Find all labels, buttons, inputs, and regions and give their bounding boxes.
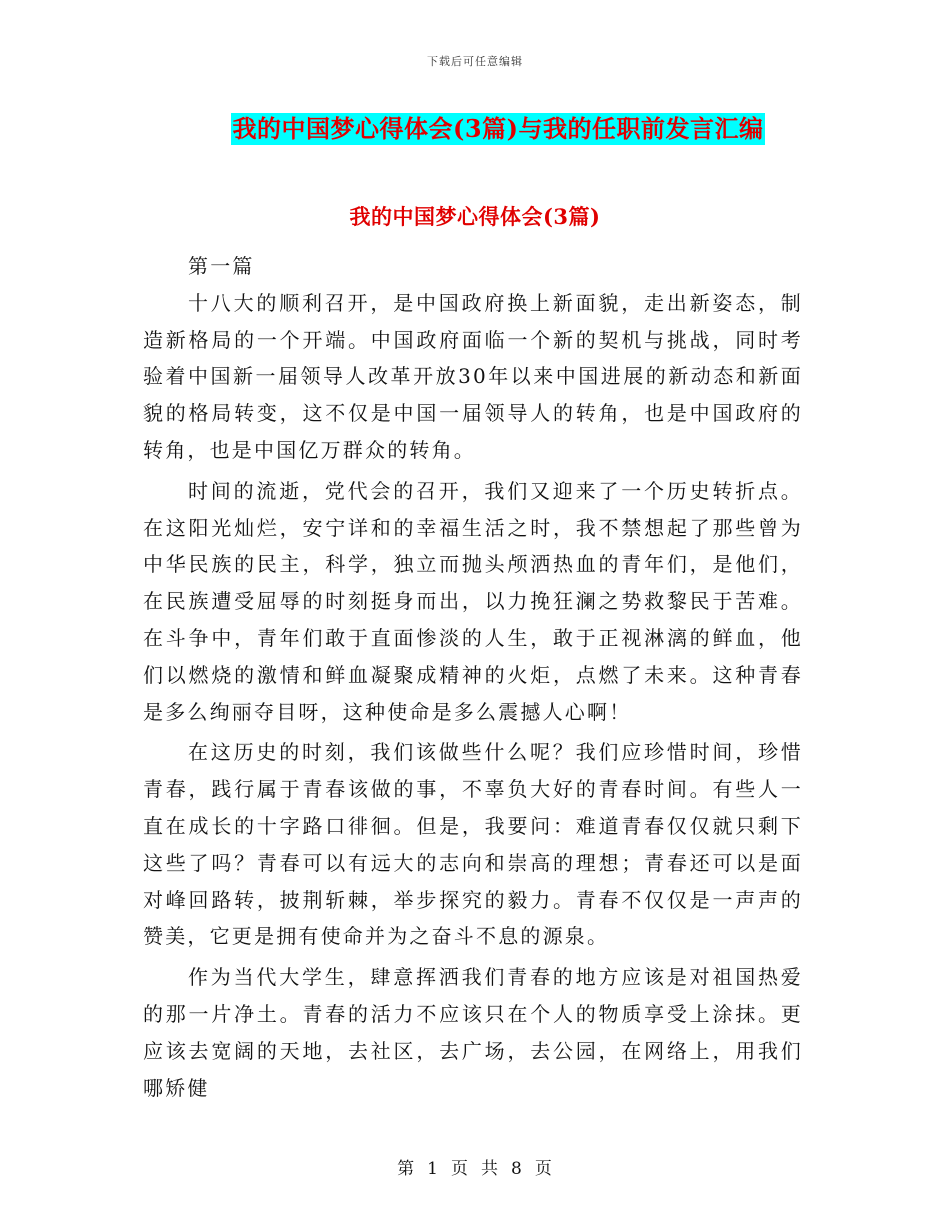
document-body: [143, 248, 803, 1106]
paragraph-3: 在这历史的时刻，我们该做些什么呢？我们应珍惜时间，珍惜青春，践行属于青春该做的事，不辜负大好的青春时间。有些人一直在成长的十字路口徘徊。但是，我要问：难道青春仅仅就只剩下这些了吗？青春可以有远大的志向和崇高的理想；青春还可以是面对峰回路转，披荆斩棘，举步探究的毅力。青春不仅仅是一声声的赞美，它更是拥有使命并为之奋斗不息的源泉。: [143, 740, 803, 949]
sub-title: 我的中国梦心得体会(3篇): [349, 204, 601, 229]
footer-ye2: 页: [534, 1159, 553, 1179]
footer-ye: 页: [451, 1159, 469, 1179]
footer-total-pages: 8: [511, 1159, 523, 1179]
paragraph-2: 时间的流逝，党代会的召开，我们又迎来了一个历史转折点。在这阳光灿烂，安宁详和的幸福生活之时，我不禁想起了那些曾为中华民族的民主，科学，独立而抛头颅洒热血的青年们，是他们，在民族遭受屈辱的时刻挺身而出，以力挽狂澜之势救黎民于苦难。在斗争中，青年们敢于直面惨淡的人生，敢于正视淋漓的鲜血，他们以燃烧的激情和鲜血凝聚成精神的火炬，点燃了未来。这种青春是多么绚丽夺目呀，这种使命是多么震撼人心啊！: [143, 478, 803, 724]
footer-page-number: 1: [427, 1159, 439, 1179]
main-title-wrap: [0, 113, 950, 145]
section-label: 第一篇: [188, 254, 255, 278]
paragraph-1: 十八大的顺利召开，是中国政府换上新面貌，走出新姿态，制造新格局的一个开端。中国政府面临一个新的契机与挑战，同时考验着中国新一届领导人改革开放30年以来中国进展的新动态和新面貌的格局转变，这不仅是中国一届领导人的转角，也是中国政府的转角，也是中国亿万群众的转角。: [143, 290, 803, 462]
page-footer: [0, 1154, 950, 1179]
header-note: 下载后可任意编辑: [427, 55, 523, 68]
main-title: 我的中国梦心得体会(3篇)与我的任职前发言汇编: [232, 114, 764, 143]
paragraph-4: 作为当代大学生，肆意挥洒我们青春的地方应该是对祖国热爱的那一片净土。青春的活力不应该只在个人的物质享受上涂抹。更应该去宽阔的天地，去社区，去广场，去公园，在网络上，用我们哪矫健: [143, 965, 803, 1100]
footer-di: 第: [397, 1159, 416, 1179]
footer-gong: 共: [481, 1159, 499, 1179]
